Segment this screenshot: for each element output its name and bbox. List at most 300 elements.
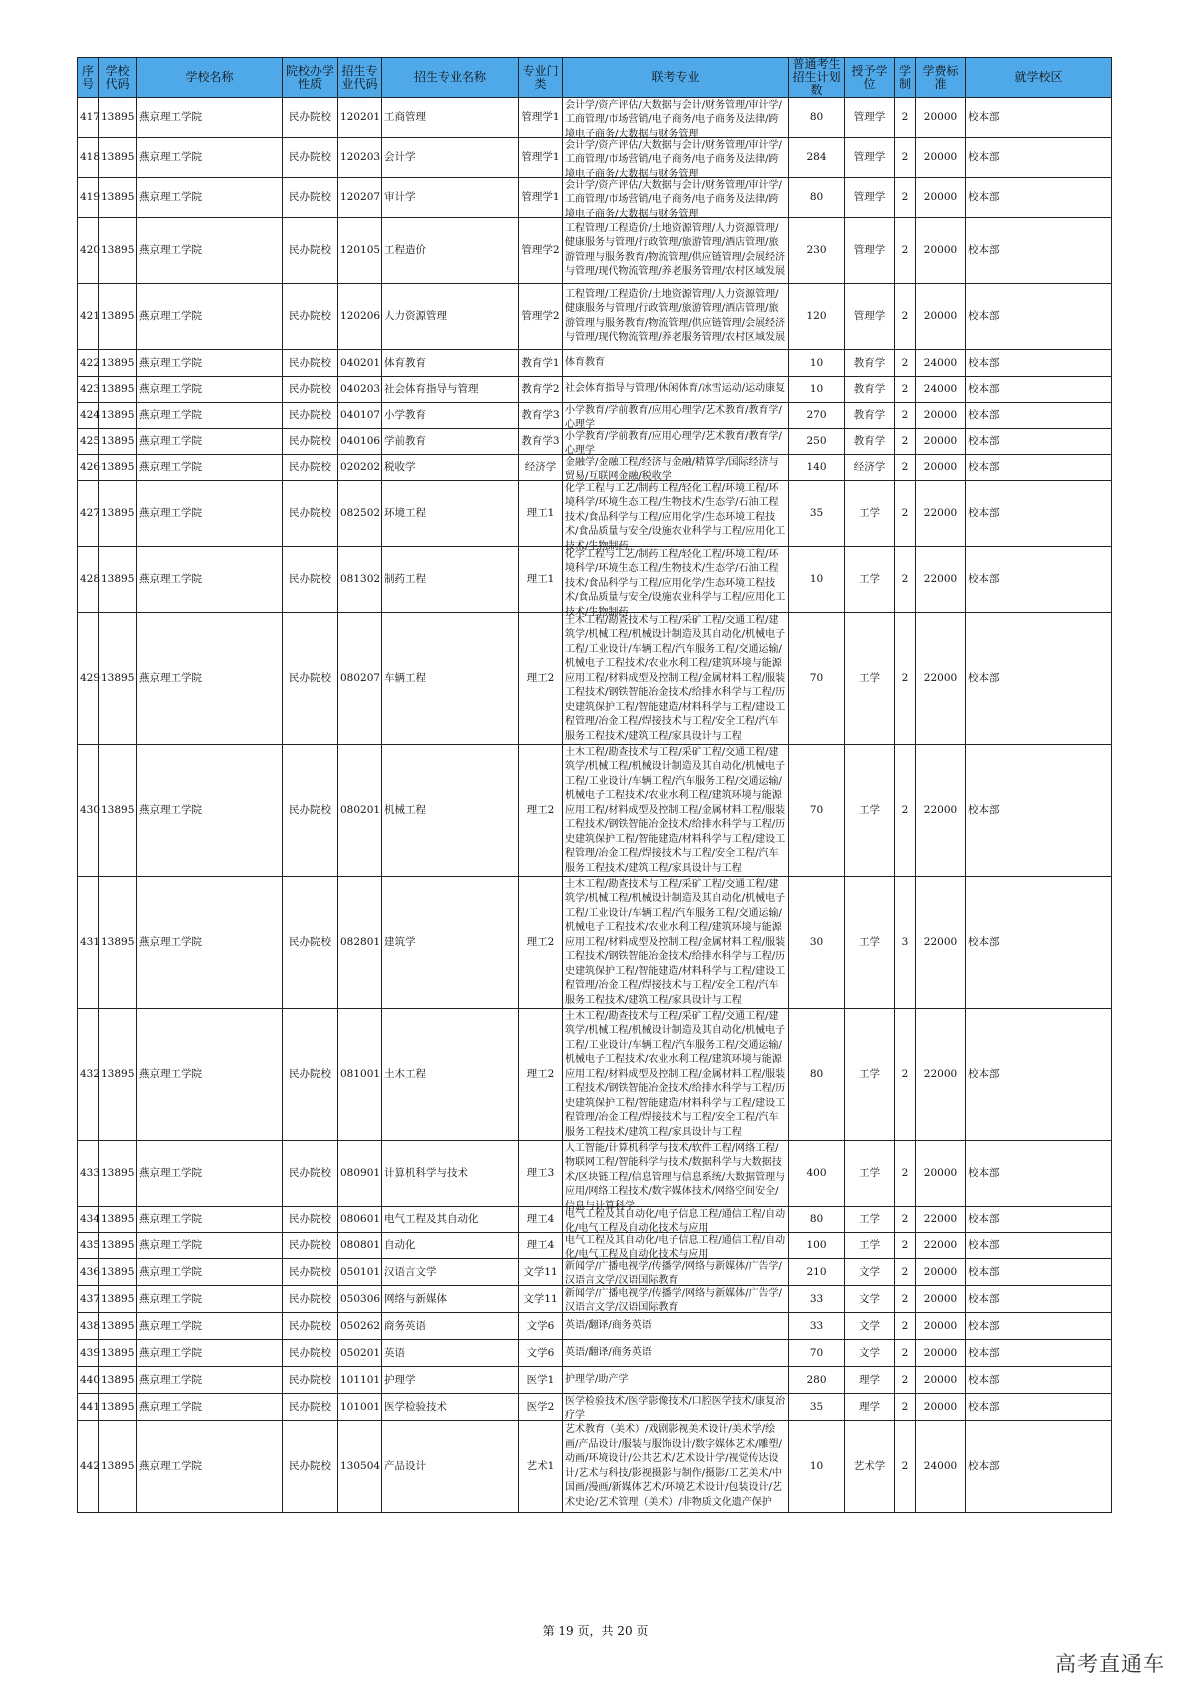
campus: 校本部 xyxy=(966,1313,1112,1340)
col-header-category: 专业门类 xyxy=(519,58,563,98)
plan-count: 10 xyxy=(789,547,845,613)
table-row xyxy=(78,745,1112,877)
related-majors-text: 艺术教育（美术）/戏剧影视美术设计/美术学/绘画/产品设计/服装与服饰设计/数字媒体艺术/雕塑/动画/环境设计/公共艺术/艺术设计学/视觉传达设计/艺术与科技/影视摄影与制作/摄影/工艺美术/中国画/漫画/新媒体艺术/环境艺术设计/包装设计/艺术史论/艺术管理（美术）/非物质文化遗产保护 xyxy=(565,1424,782,1508)
col-header-years: 学制 xyxy=(895,58,916,98)
campus: 校本部 xyxy=(966,455,1112,481)
degree-type: 管理学 xyxy=(845,98,895,138)
major-category: 管理学1 xyxy=(519,178,563,218)
school-name: 燕京理工学院 xyxy=(137,1421,283,1513)
school-name: 燕京理工学院 xyxy=(137,1207,283,1233)
related-majors-text: 会计学/资产评估/大数据与会计/财务管理/审计学/工商管理/市场营销/电子商务/电子商务及法律/跨境电子商务/大数据与财务管理 xyxy=(565,179,782,220)
campus: 校本部 xyxy=(966,138,1112,178)
major-category: 教育学3 xyxy=(519,429,563,455)
major-name: 环境工程 xyxy=(382,481,519,547)
table-row xyxy=(78,429,1112,455)
related-majors xyxy=(563,377,789,403)
school-name: 燕京理工学院 xyxy=(137,1141,283,1207)
major-category: 理工1 xyxy=(519,547,563,613)
major-category: 文学11 xyxy=(519,1286,563,1313)
related-majors-text: 新闻学/广播电视学/传播学/网络与新媒体/广告学/汉语言文学/汉语国际教育 xyxy=(565,1260,782,1286)
school-name: 燕京理工学院 xyxy=(137,1009,283,1141)
plan-count: 210 xyxy=(789,1259,845,1286)
campus: 校本部 xyxy=(966,1141,1112,1207)
col-header-campus: 就学校区 xyxy=(966,58,1112,98)
campus: 校本部 xyxy=(966,350,1112,377)
major-name: 体育教育 xyxy=(382,350,519,377)
school-code: 13895 xyxy=(99,350,137,377)
school-nature: 民办院校 xyxy=(283,455,338,481)
school-nature: 民办院校 xyxy=(283,284,338,350)
row-number: 426 xyxy=(78,455,99,481)
table-row xyxy=(78,1286,1112,1313)
school-code: 13895 xyxy=(99,481,137,547)
study-years: 2 xyxy=(895,1009,916,1141)
campus: 校本部 xyxy=(966,1367,1112,1394)
row-number: 419 xyxy=(78,178,99,218)
school-name: 燕京理工学院 xyxy=(137,481,283,547)
major-code: 020202 xyxy=(338,455,382,481)
table-row xyxy=(78,1367,1112,1394)
school-name: 燕京理工学院 xyxy=(137,1313,283,1340)
degree-type: 教育学 xyxy=(845,377,895,403)
admission-plan-table xyxy=(77,57,1112,1513)
row-number: 428 xyxy=(78,547,99,613)
major-code: 120201 xyxy=(338,98,382,138)
col-header-no: 序号 xyxy=(78,58,99,98)
major-code: 130504 xyxy=(338,1421,382,1513)
major-name: 税收学 xyxy=(382,455,519,481)
related-majors xyxy=(563,1340,789,1367)
tuition-fee: 22000 xyxy=(916,745,966,877)
plan-count: 35 xyxy=(789,1394,845,1421)
related-majors xyxy=(563,138,789,178)
school-nature: 民办院校 xyxy=(283,377,338,403)
school-name: 燕京理工学院 xyxy=(137,1367,283,1394)
major-code: 101101 xyxy=(338,1367,382,1394)
study-years: 2 xyxy=(895,429,916,455)
row-number: 430 xyxy=(78,745,99,877)
campus: 校本部 xyxy=(966,1340,1112,1367)
study-years: 2 xyxy=(895,403,916,429)
table-row xyxy=(78,1141,1112,1207)
campus: 校本部 xyxy=(966,377,1112,403)
tuition-fee: 20000 xyxy=(916,455,966,481)
major-name: 汉语言文学 xyxy=(382,1259,519,1286)
degree-type: 管理学 xyxy=(845,284,895,350)
degree-type: 工学 xyxy=(845,1141,895,1207)
degree-type: 艺术学 xyxy=(845,1421,895,1513)
plan-count: 230 xyxy=(789,218,845,284)
campus: 校本部 xyxy=(966,1009,1112,1141)
row-number: 417 xyxy=(78,98,99,138)
school-nature: 民办院校 xyxy=(283,218,338,284)
major-code: 050262 xyxy=(338,1313,382,1340)
major-name: 工商管理 xyxy=(382,98,519,138)
campus: 校本部 xyxy=(966,178,1112,218)
tuition-fee: 24000 xyxy=(916,1421,966,1513)
degree-type: 文学 xyxy=(845,1340,895,1367)
study-years: 2 xyxy=(895,1313,916,1340)
degree-type: 工学 xyxy=(845,613,895,745)
major-name: 商务英语 xyxy=(382,1313,519,1340)
school-nature: 民办院校 xyxy=(283,745,338,877)
related-majors xyxy=(563,178,789,218)
related-majors xyxy=(563,1259,789,1286)
table-row xyxy=(78,1259,1112,1286)
major-code: 080601 xyxy=(338,1207,382,1233)
major-code: 050201 xyxy=(338,1340,382,1367)
school-name: 燕京理工学院 xyxy=(137,1233,283,1259)
related-majors xyxy=(563,877,789,1009)
col-header-school-name: 学校名称 xyxy=(137,58,283,98)
school-nature: 民办院校 xyxy=(283,613,338,745)
related-majors xyxy=(563,1367,789,1394)
plan-count: 270 xyxy=(789,403,845,429)
school-name: 燕京理工学院 xyxy=(137,284,283,350)
school-nature: 民办院校 xyxy=(283,403,338,429)
related-majors xyxy=(563,1207,789,1233)
school-name: 燕京理工学院 xyxy=(137,1394,283,1421)
study-years: 2 xyxy=(895,1141,916,1207)
degree-type: 文学 xyxy=(845,1286,895,1313)
major-category: 艺术1 xyxy=(519,1421,563,1513)
related-majors xyxy=(563,403,789,429)
degree-type: 教育学 xyxy=(845,350,895,377)
degree-type: 工学 xyxy=(845,1233,895,1259)
major-category: 医学1 xyxy=(519,1367,563,1394)
major-category: 理工4 xyxy=(519,1207,563,1233)
table-row xyxy=(78,481,1112,547)
col-header-plan: 普通考生招生计划数 xyxy=(789,58,845,98)
plan-count: 35 xyxy=(789,481,845,547)
tuition-fee: 20000 xyxy=(916,1286,966,1313)
school-code: 13895 xyxy=(99,218,137,284)
plan-count: 80 xyxy=(789,98,845,138)
row-number: 437 xyxy=(78,1286,99,1313)
study-years: 2 xyxy=(895,455,916,481)
school-name: 燕京理工学院 xyxy=(137,877,283,1009)
major-category: 理工2 xyxy=(519,613,563,745)
school-code: 13895 xyxy=(99,429,137,455)
school-code: 13895 xyxy=(99,1259,137,1286)
row-number: 432 xyxy=(78,1009,99,1141)
table-row xyxy=(78,1394,1112,1421)
school-nature: 民办院校 xyxy=(283,98,338,138)
related-majors xyxy=(563,218,789,284)
row-number: 418 xyxy=(78,138,99,178)
school-code: 13895 xyxy=(99,1367,137,1394)
major-name: 自动化 xyxy=(382,1233,519,1259)
major-name: 制药工程 xyxy=(382,547,519,613)
degree-type: 教育学 xyxy=(845,403,895,429)
major-category: 理工2 xyxy=(519,745,563,877)
col-header-major-name: 招生专业名称 xyxy=(382,58,519,98)
tuition-fee: 20000 xyxy=(916,1340,966,1367)
study-years: 2 xyxy=(895,1340,916,1367)
plan-count: 100 xyxy=(789,1233,845,1259)
campus: 校本部 xyxy=(966,877,1112,1009)
col-header-fee: 学费标准 xyxy=(916,58,966,98)
degree-type: 管理学 xyxy=(845,178,895,218)
table-row xyxy=(78,877,1112,1009)
study-years: 2 xyxy=(895,745,916,877)
related-majors-text: 土木工程/勘查技术与工程/采矿工程/交通工程/建筑学/机械工程/机械设计制造及其自动化/机械电子工程/工业设计/车辆工程/汽车服务工程/交通运输/机械电子工程技术/农业水利工程/建筑环境与能源应用工程/材料成型及控制工程/金属材料工程/服装工程技术/钢铁智能冶金技术/给排水科学与工程/历史建筑保护工程/智能建造/材料科学与工程/建设工程管理/冶金工程/焊接技术与工程/安全工程/汽车服务工程技术/建筑工程/家具设计与工程 xyxy=(565,746,786,874)
school-nature: 民办院校 xyxy=(283,1394,338,1421)
related-majors-text: 社会体育指导与管理/休闲体育/冰雪运动/运动康复 xyxy=(565,383,786,395)
campus: 校本部 xyxy=(966,284,1112,350)
campus: 校本部 xyxy=(966,218,1112,284)
table-row xyxy=(78,218,1112,284)
major-code: 120207 xyxy=(338,178,382,218)
related-majors-text: 会计学/资产评估/大数据与会计/财务管理/审计学/工商管理/市场营销/电子商务/电子商务及法律/跨境电子商务/大数据与财务管理 xyxy=(565,99,782,140)
school-code: 13895 xyxy=(99,377,137,403)
school-name: 燕京理工学院 xyxy=(137,1340,283,1367)
degree-type: 教育学 xyxy=(845,429,895,455)
table-row xyxy=(78,178,1112,218)
school-name: 燕京理工学院 xyxy=(137,403,283,429)
major-name: 护理学 xyxy=(382,1367,519,1394)
study-years: 2 xyxy=(895,284,916,350)
related-majors-text: 金融学/金融工程/经济与金融/精算学/国际经济与贸易/互联网金融/税收学 xyxy=(565,456,779,482)
plan-count: 140 xyxy=(789,455,845,481)
school-code: 13895 xyxy=(99,1340,137,1367)
study-years: 3 xyxy=(895,877,916,1009)
major-category: 文学11 xyxy=(519,1259,563,1286)
related-majors-text: 医学检验技术/医学影像技术/口腔医学技术/康复治疗学 xyxy=(565,1395,786,1421)
row-number: 425 xyxy=(78,429,99,455)
tuition-fee: 20000 xyxy=(916,1141,966,1207)
degree-type: 文学 xyxy=(845,1313,895,1340)
tuition-fee: 20000 xyxy=(916,1394,966,1421)
campus: 校本部 xyxy=(966,613,1112,745)
related-majors xyxy=(563,1009,789,1141)
degree-type: 理学 xyxy=(845,1394,895,1421)
table-row xyxy=(78,98,1112,138)
plan-count: 10 xyxy=(789,350,845,377)
school-nature: 民办院校 xyxy=(283,877,338,1009)
major-code: 050101 xyxy=(338,1259,382,1286)
page-number: 第 19 页，共 20 页 xyxy=(542,1624,649,1638)
table-row xyxy=(78,1009,1112,1141)
school-name: 燕京理工学院 xyxy=(137,547,283,613)
related-majors-text: 土木工程/勘查技术与工程/采矿工程/交通工程/建筑学/机械工程/机械设计制造及其自动化/机械电子工程/工业设计/车辆工程/汽车服务工程/交通运输/机械电子工程技术/农业水利工程/建筑环境与能源应用工程/材料成型及控制工程/金属材料工程/服装工程技术/钢铁智能冶金技术/给排水科学与工程/历史建筑保护工程/智能建造/材料科学与工程/建设工程管理/冶金工程/焊接技术与工程/安全工程/汽车服务工程技术/建筑工程/家具设计与工程 xyxy=(565,614,786,742)
school-nature: 民办院校 xyxy=(283,1286,338,1313)
school-nature: 民办院校 xyxy=(283,1009,338,1141)
major-name: 学前教育 xyxy=(382,429,519,455)
study-years: 2 xyxy=(895,1259,916,1286)
related-majors-text: 体育教育 xyxy=(565,356,605,368)
major-category: 教育学1 xyxy=(519,350,563,377)
major-code: 082801 xyxy=(338,877,382,1009)
campus: 校本部 xyxy=(966,403,1112,429)
study-years: 2 xyxy=(895,1394,916,1421)
related-majors xyxy=(563,613,789,745)
school-code: 13895 xyxy=(99,455,137,481)
row-number: 424 xyxy=(78,403,99,429)
major-name: 产品设计 xyxy=(382,1421,519,1513)
major-name: 土木工程 xyxy=(382,1009,519,1141)
campus: 校本部 xyxy=(966,547,1112,613)
degree-type: 理学 xyxy=(845,1367,895,1394)
row-number: 441 xyxy=(78,1394,99,1421)
campus: 校本部 xyxy=(966,481,1112,547)
school-nature: 民办院校 xyxy=(283,547,338,613)
table-row xyxy=(78,377,1112,403)
row-number: 440 xyxy=(78,1367,99,1394)
campus: 校本部 xyxy=(966,745,1112,877)
related-majors xyxy=(563,98,789,138)
major-code: 080901 xyxy=(338,1141,382,1207)
tuition-fee: 22000 xyxy=(916,877,966,1009)
table-body xyxy=(78,98,1112,1513)
row-number: 427 xyxy=(78,481,99,547)
plan-count: 33 xyxy=(789,1313,845,1340)
major-category: 理工4 xyxy=(519,1233,563,1259)
related-majors xyxy=(563,547,789,618)
plan-count: 70 xyxy=(789,745,845,877)
related-majors-text: 土木工程/勘查技术与工程/采矿工程/交通工程/建筑学/机械工程/机械设计制造及其自动化/机械电子工程/工业设计/车辆工程/汽车服务工程/交通运输/机械电子工程技术/农业水利工程/建筑环境与能源应用工程/材料成型及控制工程/金属材料工程/服装工程技术/钢铁智能冶金技术/给排水科学与工程/历史建筑保护工程/智能建造/材料科学与工程/建设工程管理/冶金工程/焊接技术与工程/安全工程/汽车服务工程技术/建筑工程/家具设计与工程 xyxy=(565,878,786,1006)
related-majors-text: 电气工程及其自动化/电子信息工程/通信工程/自动化/电气工程及自动化技术与应用 xyxy=(565,1234,786,1260)
school-name: 燕京理工学院 xyxy=(137,218,283,284)
related-majors xyxy=(563,1233,789,1259)
school-name: 燕京理工学院 xyxy=(137,138,283,178)
row-number: 436 xyxy=(78,1259,99,1286)
related-majors xyxy=(563,1141,789,1212)
tuition-fee: 20000 xyxy=(916,98,966,138)
major-category: 理工2 xyxy=(519,1009,563,1141)
table-row xyxy=(78,1313,1112,1340)
table-row xyxy=(78,1207,1112,1233)
major-name: 计算机科学与技术 xyxy=(382,1141,519,1207)
related-majors xyxy=(563,1421,789,1513)
campus: 校本部 xyxy=(966,429,1112,455)
related-majors xyxy=(563,1286,789,1313)
major-code: 101001 xyxy=(338,1394,382,1421)
major-code: 040106 xyxy=(338,429,382,455)
school-nature: 民办院校 xyxy=(283,1340,338,1367)
campus: 校本部 xyxy=(966,1421,1112,1513)
school-code: 13895 xyxy=(99,1233,137,1259)
related-majors-text: 化学工程与工艺/制药工程/轻化工程/环境工程/环境科学/环境生态工程/生物技术/生态学/石油工程技术/食品科学与工程/应用化学/生态环境工程技术/食品质量与安全/设施农业科学与工程/应用化工技术/生物制药 xyxy=(565,482,786,552)
study-years: 2 xyxy=(895,547,916,613)
major-name: 工程造价 xyxy=(382,218,519,284)
major-category: 文学6 xyxy=(519,1340,563,1367)
school-nature: 民办院校 xyxy=(283,178,338,218)
study-years: 2 xyxy=(895,350,916,377)
school-name: 燕京理工学院 xyxy=(137,745,283,877)
row-number: 431 xyxy=(78,877,99,1009)
related-majors-text: 化学工程与工艺/制药工程/轻化工程/环境工程/环境科学/环境生态工程/生物技术/生态学/石油工程技术/食品科学与工程/应用化学/生态环境工程技术/食品质量与安全/设施农业科学与工程/应用化工技术/生物制药 xyxy=(565,548,786,618)
table-row xyxy=(78,1233,1112,1259)
campus: 校本部 xyxy=(966,1259,1112,1286)
degree-type: 工学 xyxy=(845,877,895,1009)
school-name: 燕京理工学院 xyxy=(137,429,283,455)
school-name: 燕京理工学院 xyxy=(137,178,283,218)
major-name: 小学教育 xyxy=(382,403,519,429)
school-code: 13895 xyxy=(99,98,137,138)
major-code: 080201 xyxy=(338,745,382,877)
tuition-fee: 24000 xyxy=(916,350,966,377)
major-code: 040203 xyxy=(338,377,382,403)
degree-type: 管理学 xyxy=(845,138,895,178)
major-category: 教育学2 xyxy=(519,377,563,403)
related-majors-text: 小学教育/学前教育/应用心理学/艺术教育/教育学/心理学 xyxy=(565,404,782,430)
school-code: 13895 xyxy=(99,613,137,745)
tuition-fee: 22000 xyxy=(916,1233,966,1259)
related-majors xyxy=(563,429,789,455)
plan-count: 250 xyxy=(789,429,845,455)
school-nature: 民办院校 xyxy=(283,1141,338,1207)
plan-count: 10 xyxy=(789,377,845,403)
major-name: 网络与新媒体 xyxy=(382,1286,519,1313)
study-years: 2 xyxy=(895,613,916,745)
major-category: 经济学 xyxy=(519,455,563,481)
school-nature: 民办院校 xyxy=(283,1313,338,1340)
tuition-fee: 20000 xyxy=(916,429,966,455)
study-years: 2 xyxy=(895,1207,916,1233)
plan-count: 280 xyxy=(789,1367,845,1394)
tuition-fee: 22000 xyxy=(916,1207,966,1233)
related-majors xyxy=(563,1394,789,1421)
school-code: 13895 xyxy=(99,403,137,429)
plan-count: 120 xyxy=(789,284,845,350)
major-category: 理工3 xyxy=(519,1141,563,1207)
campus: 校本部 xyxy=(966,1394,1112,1421)
study-years: 2 xyxy=(895,138,916,178)
row-number: 433 xyxy=(78,1141,99,1207)
school-code: 13895 xyxy=(99,877,137,1009)
study-years: 2 xyxy=(895,178,916,218)
major-code: 081302 xyxy=(338,547,382,613)
school-nature: 民办院校 xyxy=(283,429,338,455)
watermark-text: 高考直通车 xyxy=(1055,1652,1165,1676)
school-code: 13895 xyxy=(99,1421,137,1513)
tuition-fee: 20000 xyxy=(916,403,966,429)
col-header-major-code: 招生专业代码 xyxy=(338,58,382,98)
row-number: 438 xyxy=(78,1313,99,1340)
major-code: 050306 xyxy=(338,1286,382,1313)
major-name: 建筑学 xyxy=(382,877,519,1009)
major-code: 040201 xyxy=(338,350,382,377)
related-majors xyxy=(563,745,789,877)
row-number: 435 xyxy=(78,1233,99,1259)
school-nature: 民办院校 xyxy=(283,1259,338,1286)
campus: 校本部 xyxy=(966,98,1112,138)
plan-count: 33 xyxy=(789,1286,845,1313)
major-name: 英语 xyxy=(382,1340,519,1367)
degree-type: 经济学 xyxy=(845,455,895,481)
school-code: 13895 xyxy=(99,745,137,877)
related-majors-text: 人工智能/计算机科学与技术/软件工程/网络工程/物联网工程/智能科学与技术/数据科学与大数据技术/区块链工程/信息管理与信息系统/大数据管理与应用/网络工程技术/数字媒体技术/网络空间安全/信息与计算科学 xyxy=(565,1142,786,1212)
row-number: 423 xyxy=(78,377,99,403)
major-category: 管理学1 xyxy=(519,138,563,178)
row-number: 422 xyxy=(78,350,99,377)
major-code: 120203 xyxy=(338,138,382,178)
tuition-fee: 20000 xyxy=(916,218,966,284)
tuition-fee: 20000 xyxy=(916,1313,966,1340)
school-name: 燕京理工学院 xyxy=(137,98,283,138)
major-code: 120206 xyxy=(338,284,382,350)
campus: 校本部 xyxy=(966,1233,1112,1259)
school-nature: 民办院校 xyxy=(283,1233,338,1259)
study-years: 2 xyxy=(895,1286,916,1313)
major-name: 会计学 xyxy=(382,138,519,178)
school-nature: 民办院校 xyxy=(283,138,338,178)
related-majors-text: 会计学/资产评估/大数据与会计/财务管理/审计学/工商管理/市场营销/电子商务/电子商务及法律/跨境电子商务/大数据与财务管理 xyxy=(565,139,782,180)
school-name: 燕京理工学院 xyxy=(137,455,283,481)
related-majors-text: 英语/翻译/商务英语 xyxy=(565,1346,652,1358)
major-name: 电气工程及其自动化 xyxy=(382,1207,519,1233)
